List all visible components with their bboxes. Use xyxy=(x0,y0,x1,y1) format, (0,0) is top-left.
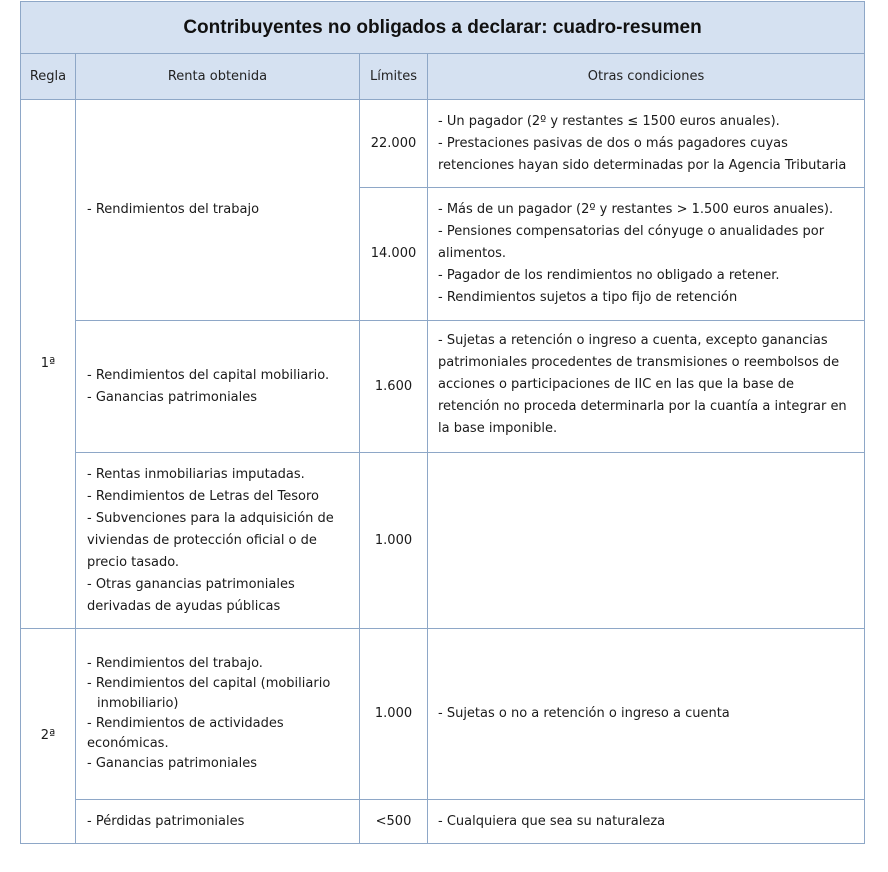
limit-cell: 14.000 xyxy=(360,188,428,321)
income-cell xyxy=(76,629,360,800)
conditions-cell xyxy=(428,188,865,321)
table-row xyxy=(21,800,865,844)
income-line: - Subvenciones para la adquisición de viviendas de protección oficial o de precio tasado. xyxy=(87,510,334,570)
header-income: Renta obtenida xyxy=(76,54,360,100)
header-row xyxy=(21,54,865,100)
income-line: - Rendimientos del capital (mobiliario xyxy=(87,676,331,691)
income-line: - Rentas inmobiliarias imputadas. xyxy=(87,466,305,482)
income-line: - Rendimientos de actividades económicas. xyxy=(87,716,284,751)
condition-line: - Pagador de los rendimientos no obligado a retener. xyxy=(438,268,780,283)
conditions-cell xyxy=(428,453,865,629)
income-line: - Ganancias patrimoniales xyxy=(87,389,258,405)
header-limits: Límites xyxy=(360,54,428,100)
table-row xyxy=(21,321,865,453)
income-line: - Rendimientos del trabajo xyxy=(87,202,260,217)
header-conditions: Otras condiciones xyxy=(428,54,865,100)
limit-cell: 1.000 xyxy=(360,629,428,800)
income-cell xyxy=(76,453,360,629)
income-cell xyxy=(76,800,360,844)
income-cell xyxy=(76,321,360,453)
income-line: - Pérdidas patrimoniales xyxy=(87,813,245,829)
conditions-cell xyxy=(428,800,865,844)
income-line: - Otras ganancias patrimoniales derivadas de ayudas públicas xyxy=(87,576,295,614)
rule-label-1: 1ª xyxy=(21,100,76,629)
income-line: - Ganancias patrimoniales xyxy=(87,756,258,771)
limit-cell: 1.600 xyxy=(360,321,428,453)
income-line: - Rendimientos del trabajo. xyxy=(87,656,263,671)
table-row xyxy=(21,629,865,800)
limit-cell: 22.000 xyxy=(360,100,428,188)
income-cell xyxy=(76,100,360,321)
condition-line: - Más de un pagador (2º y restantes > 1.500 euros anuales). xyxy=(438,202,834,217)
summary-table xyxy=(20,1,865,844)
conditions-cell xyxy=(428,321,865,453)
table-row xyxy=(21,453,865,629)
limit-cell: <500 xyxy=(360,800,428,844)
condition-line: - Cualquiera que sea su naturaleza xyxy=(438,813,666,829)
income-line: - Rendimientos del capital mobiliario. xyxy=(87,367,330,383)
condition-line: - Sujetas a retención o ingreso a cuenta, excepto ganancias patrimoniales procedentes de transmisiones o reembolsos de acciones o participaciones de IIC en las que la base de retención no proceda determinarla por la cuantía a integrar en la base imponible. xyxy=(438,333,847,436)
rule-label-2: 2ª xyxy=(21,629,76,844)
condition-line: - Sujetas o no a retención o ingreso a cuenta xyxy=(438,706,730,721)
conditions-cell xyxy=(428,100,865,188)
condition-line: - Un pagador (2º y restantes ≤ 1500 euros anuales). xyxy=(438,113,780,129)
condition-line: - Rendimientos sujetos a tipo fijo de retención xyxy=(438,290,738,305)
condition-line: - Pensiones compensatorias del cónyuge o anualidades por alimentos. xyxy=(438,224,825,261)
limit-cell: 1.000 xyxy=(360,453,428,629)
income-line: - Rendimientos de Letras del Tesoro xyxy=(87,488,320,504)
table-row xyxy=(21,100,865,188)
header-rule: Regla xyxy=(21,54,76,100)
table-title: Contribuyentes no obligados a declarar: cuadro-resumen xyxy=(21,2,865,54)
title-row xyxy=(21,2,865,54)
conditions-cell xyxy=(428,629,865,800)
income-line: inmobiliario) xyxy=(97,696,179,711)
condition-line: - Prestaciones pasivas de dos o más pagadores cuyas retenciones hayan sido determinadas por la Agencia Tributaria xyxy=(438,135,847,173)
